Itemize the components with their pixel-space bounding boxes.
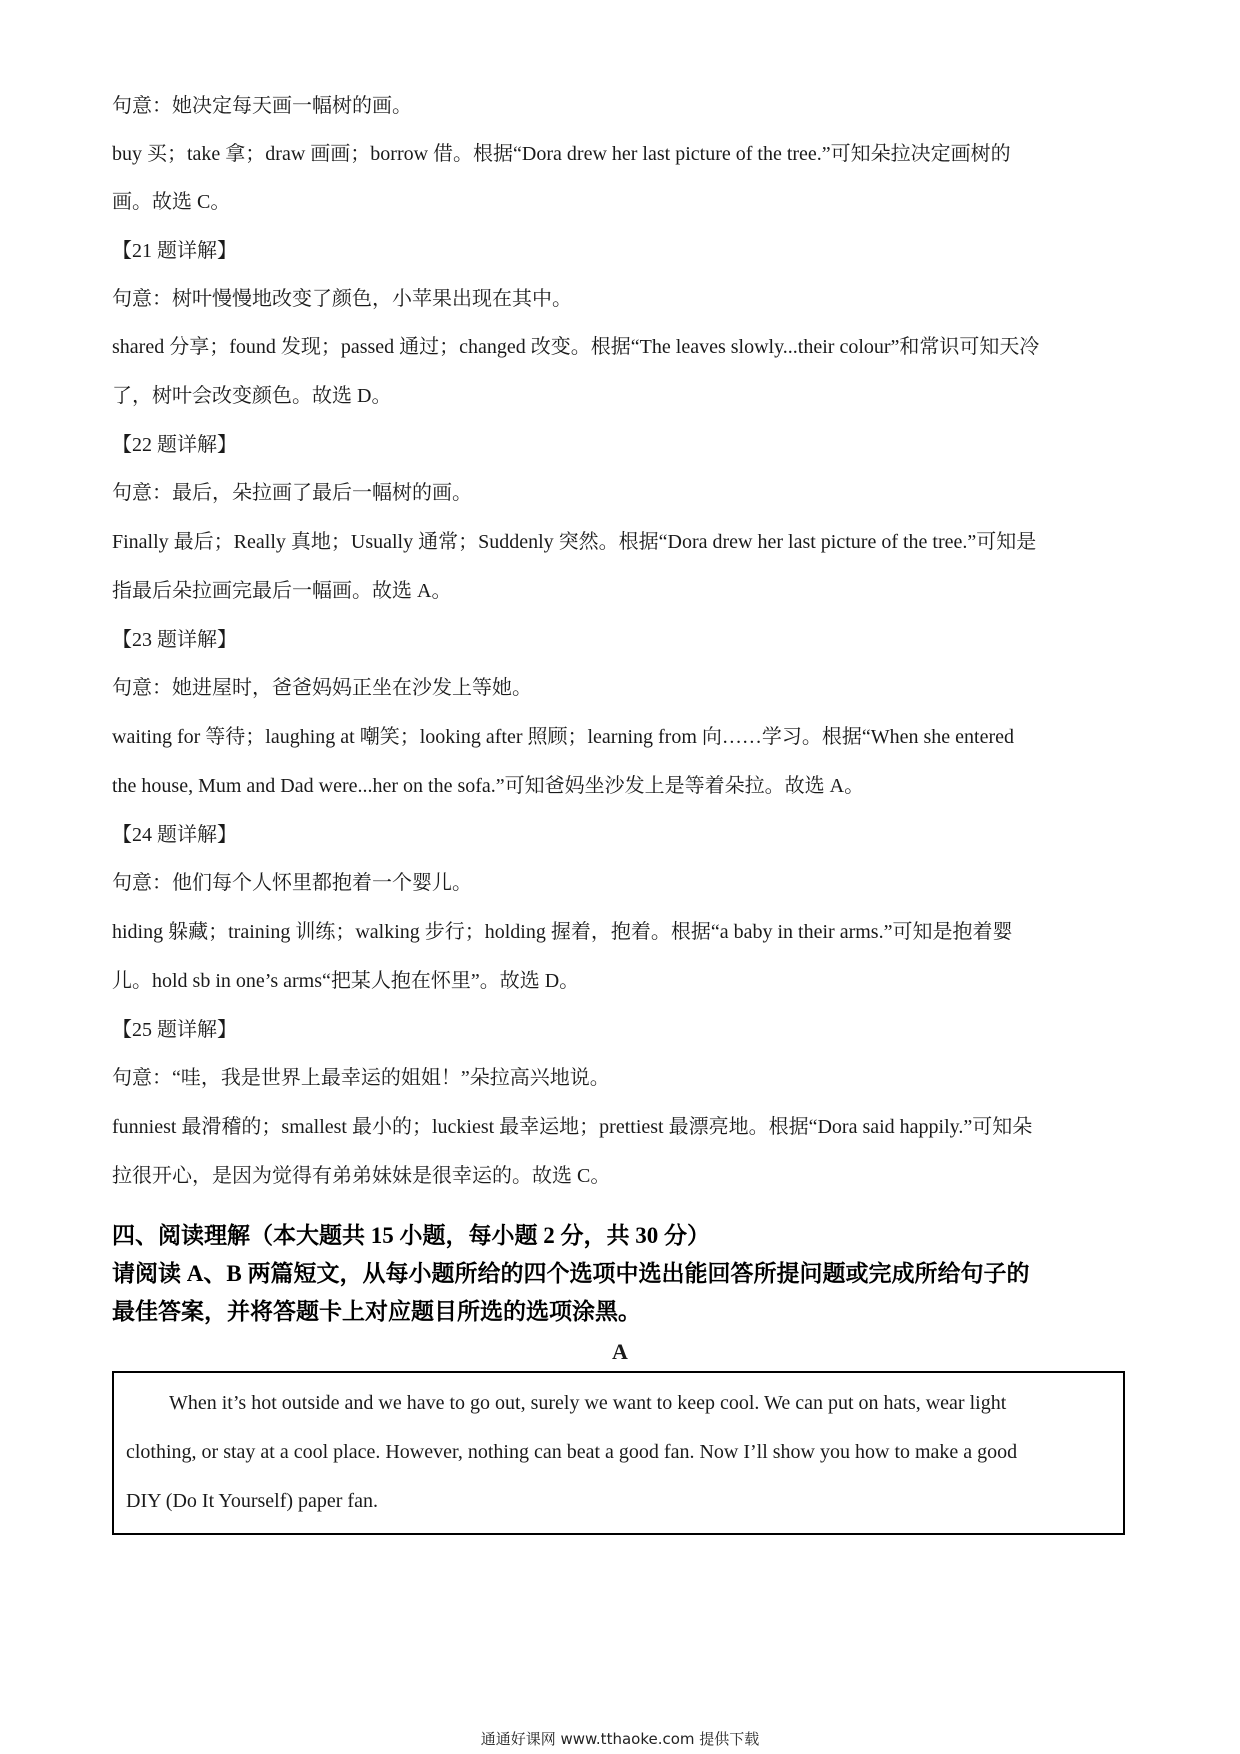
page-footer: 通通好课网 www.tthaoke.com 提供下载 xyxy=(480,1730,760,1748)
analysis-line: 画。故选 C。 xyxy=(112,191,231,213)
analysis-line: Finally 最后；Really 真地；Usually 通常；Suddenly 突然。根据“Dora drew her last picture of the tree.”可知是 xyxy=(112,531,1037,553)
passage-line: DIY (Do It Yourself) paper fan. xyxy=(126,1490,378,1512)
passage-label: A xyxy=(612,1339,628,1364)
sentence-meaning: 句意：“哇，我是世界上最幸运的姐姐！”朵拉高兴地说。 xyxy=(112,1067,610,1089)
passage-box xyxy=(112,1371,1125,1535)
question-heading-23: 【23 题详解】 xyxy=(112,629,237,651)
section-instruction: 请阅读 A、B 两篇短文，从每小题所给的四个选项中选出能回答所提问题或完成所给句子的 xyxy=(112,1261,1030,1286)
analysis-line: waiting for 等待；laughing at 嘲笑；looking after 照顾；learning from 向……学习。根据“When she entered xyxy=(112,726,1015,748)
section-instruction: 最佳答案，并将答题卡上对应题目所选的选项涂黑。 xyxy=(112,1299,641,1324)
analysis-line: hiding 躲藏；training 训练；walking 步行；holding 握着，抱着。根据“a baby in their arms.”可知是抱着婴 xyxy=(112,921,1013,943)
analysis-line: funniest 最滑稽的；smallest 最小的；luckiest 最幸运地；prettiest 最漂亮地。根据“Dora said happily.”可知朵 xyxy=(112,1116,1033,1138)
analysis-line: buy 买；take 拿；draw 画画；borrow 借。根据“Dora drew her last picture of the tree.”可知朵拉决定画树的 xyxy=(112,143,1011,165)
question-heading-25: 【25 题详解】 xyxy=(112,1019,237,1041)
passage-line: clothing, or stay at a cool place. However, nothing can beat a good fan. Now I’ll show you how to make a good xyxy=(126,1441,1018,1463)
sentence-meaning: 句意：树叶慢慢地改变了颜色，小苹果出现在其中。 xyxy=(112,288,572,310)
section-title: 四、阅读理解（本大题共 15 小题，每小题 2 分，共 30 分） xyxy=(112,1223,710,1248)
passage-line: When it’s hot outside and we have to go out, surely we want to keep cool. We can put on hats, wear light xyxy=(169,1392,1007,1414)
analysis-line: 了，树叶会改变颜色。故选 D。 xyxy=(112,385,392,407)
analysis-line: 儿。hold sb in one’s arms“把某人抱在怀里”。故选 D。 xyxy=(112,970,580,992)
sentence-meaning: 句意：她决定每天画一幅树的画。 xyxy=(112,95,412,117)
sentence-meaning: 句意：她进屋时，爸爸妈妈正坐在沙发上等她。 xyxy=(112,677,532,699)
question-heading-24: 【24 题详解】 xyxy=(112,824,237,846)
sentence-meaning: 句意：他们每个人怀里都抱着一个婴儿。 xyxy=(112,872,472,894)
question-heading-21: 【21 题详解】 xyxy=(112,240,237,262)
analysis-line: the house, Mum and Dad were...her on the sofa.”可知爸妈坐沙发上是等着朵拉。故选 A。 xyxy=(112,775,865,797)
sentence-meaning: 句意：最后，朵拉画了最后一幅树的画。 xyxy=(112,482,472,504)
analysis-line: shared 分享；found 发现；passed 通过；changed 改变。根据“The leaves slowly...their colour”和常识可知天冷 xyxy=(112,336,1040,358)
analysis-line: 指最后朵拉画完最后一幅画。故选 A。 xyxy=(112,580,452,602)
analysis-line: 拉很开心，是因为觉得有弟弟妹妹是很幸运的。故选 C。 xyxy=(112,1165,611,1187)
question-heading-22: 【22 题详解】 xyxy=(112,434,237,456)
